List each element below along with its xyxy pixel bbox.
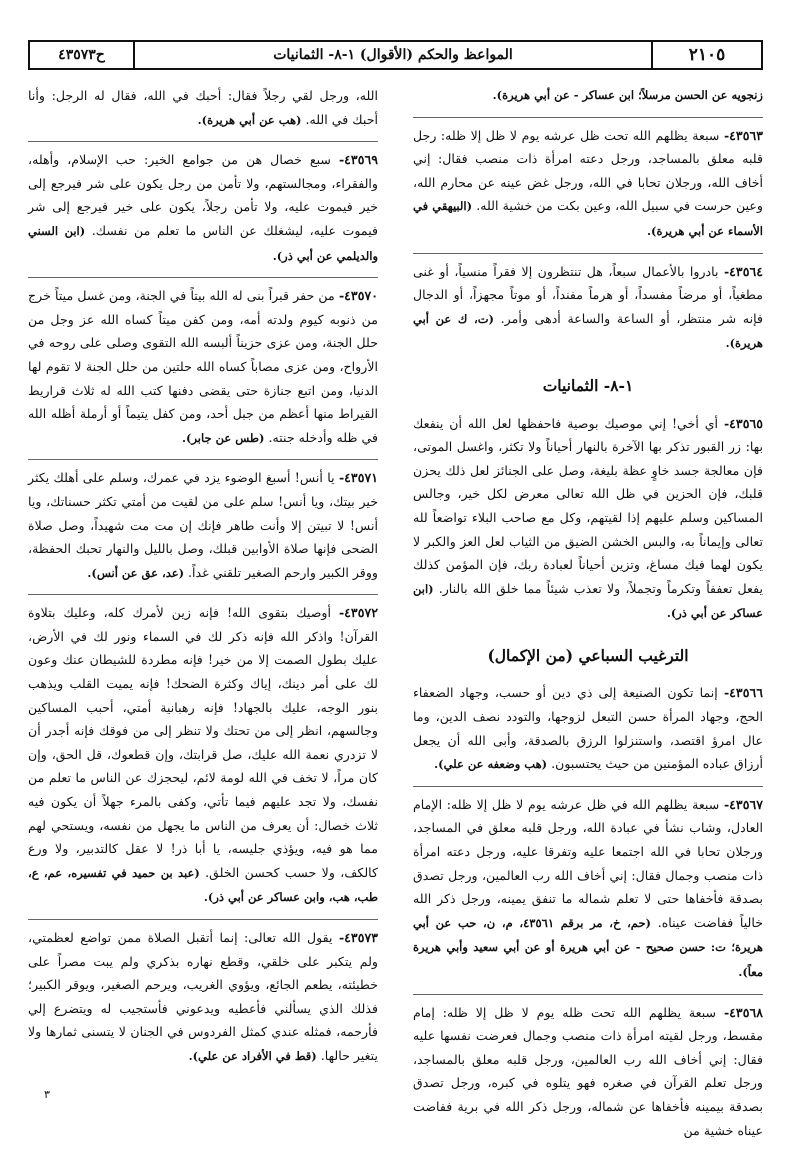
- hadith-source: (عبد بن حميد في تفسيره، عم، ع، طب، هب، وابن عساكر عن أبي ذر).: [28, 865, 378, 905]
- hadith-source: (طس عن جابر).: [182, 430, 265, 445]
- hadith-number: ٤٣٥٧١-: [338, 470, 378, 486]
- hadith-entry: [28, 459, 378, 585]
- continued-source: زنجويه عن الحسن مرسلاً؛ ابن عساكر - عن أبي هريرة).: [492, 88, 763, 102]
- hadith-range: ح٤٣٥٧٣: [30, 42, 135, 68]
- running-title: المواعظ والحكم (الأقوال) ١-٨- الثمانيات: [273, 47, 513, 63]
- hadith-entry: [413, 786, 763, 985]
- hadith-number: ٤٣٥٦٤-: [723, 263, 763, 279]
- right-column: [413, 84, 763, 1152]
- hadith-source: (ابن عساكر عن أبي ذر).: [413, 581, 763, 621]
- hadith-source: (ت، ك عن أبي هريرة).: [413, 311, 763, 351]
- section-heading: الترغيب السباعي (من الإكمال): [487, 645, 689, 665]
- hadith-entry: [28, 919, 378, 1069]
- page-header: [28, 40, 763, 70]
- hadith-text: سبع خصال هن من جوامع الخير: حب الإسلام، وأهله، والفقراء، ومجالستهم، ولا تأمن من رجل يكون على شر فيرجع إلى خير فيموت عليه، ولا تأمن رجلاً، يكون على خير فيرجع إلى شر فيموت عليه، ليشغلك عن الناس ما تعلم من نفسك.: [28, 152, 379, 238]
- hadith-entry: [28, 594, 378, 910]
- hadith-text: الله، ورجل لقي رجلاً فقال: أحبك في الله، فقال له الرجل: وأنا أحبك في الله.: [28, 88, 378, 127]
- hadith-text: بادروا بالأعمال سبعاً، هل تنتظرون إلا فقراً منسياً، أو غنى مطغياً، أو مرضاً مفسداً، أو هرماً مفنداً، أو موتاً مجهزاً، أو الدجال فإنه شر منتظر، أو الساعة والساعة أدهى وأمر.: [413, 263, 763, 326]
- hadith-source: (حم، خ، مر برقم ٤٣٥٦١، م، ن، حب عن أبي هريرة؛ ت: حسن صحيح - عن أبي هريرة أو عن أبي سعيد وأبي هريرة معاً).: [413, 915, 763, 979]
- document-page: [28, 40, 764, 1138]
- hadith-entry: [413, 253, 763, 356]
- hadith-text: أوصيك بتقوى الله! فإنه زين لأمرك كله، وعليك بتلاوة القرآن! واذكر الله فإنه ذكر لك في السماء ونور لك في الأرض، عليك بطول الصمت إلا من خير! فإنه مطردة للشيطان عنك وعون لك على أمر دينك، إياك وكثرة الضحك! فإنه يميت القلب ويذهب بنور الوجه، عليك بالجهاد! فإنه رهبانية أمتي، أحبب المساكين وجالسهم، انظر إلى من تحتك ولا تنظر إلى من فوقك فإنه أجدر أن لا تزدري نعمة الله عليك، صل قرابتك، وإن قطعوك، قل الحق، وإن كان مراً، لا تخف في الله لومة لائم، ليحجزك عن الناس ما تعلم من نفسك، ولا تجد عليهم فيما تأتي، وكفى بالمرء جهلاً أن يكون فيه ثلاث خصال: أن يعرف من الناس ما يجهل من نفسه، ويستحي لهم مما هو فيه، ويؤذي جليسه، يا أبا ذر! لا عقل كالتدبير، ولا ورع كالكف، ولا حسب كحسن الخلق.: [28, 605, 378, 880]
- hadith-source: (ابن السني والديلمي عن أبي ذر).: [28, 223, 378, 263]
- hadith-text: من حفر قبراً بنى له الله بيتاً في الجنة، ومن غسل ميتاً خرج من ذنوبه كيوم ولدته أمه، ومن كفن ميتاً كساه الله عز وجل من حلل الجنة، ومن عزى حزيناً ألبسه الله التقوى وصلى على روحه في الأرواح، ومن عزى مصاباً كساه الله حلتين من حلل الجنة لا تقوم لها الدنيا، ومن اتبع جنازة حتى يقضى دفنها كتب الله له ثلاث قراريط القيراط منها أعظم من جبل أحد، ومن كفل يتيماً أو أرملة أظله الله في ظله وأدخله جنته.: [28, 288, 378, 445]
- hadith-number: ٤٣٥٧٣-: [338, 930, 378, 945]
- hadith-number: ٤٣٥٦٨-: [723, 1004, 763, 1020]
- hadith-entry: [413, 117, 763, 244]
- hadith-text: سبعة يظلهم الله في ظل عرشه يوم لا ظل إلا ظله: الإمام العادل، وشاب نشأ في عبادة الله، ورجل قلبه معلق في المساجد، ورجلان تحابا في الله اجتمعا عليه وتفرقا عليه، ورجل دعته امرأة ذات منصب وجمال فقال: إني أخاف الله رب العالمين، ورجل تصدق بصدقة فأخفاها حتى لا تعلم شماله ما تنفق يمينه، ورجل ذكر الله خالياً ففاضت عيناه.: [413, 796, 764, 930]
- hadith-number: ٤٣٥٦٥-: [723, 415, 763, 431]
- hadith-number: ٤٣٥٦٩-: [338, 152, 378, 168]
- section-heading: ١-٨- الثمانيات: [542, 375, 634, 395]
- hadith-text: إنما تكون الصنيعة إلى ذي دين أو حسب، وجهاد الضعفاء الحج، وجهاد المرأة حسن التبعل لزوجها، والتودد نصف الدين، وما عال امرؤ اقتصد، واستنزلوا الرزق بالصدقة، وأبى الله أن يجعل أرزاق عباده المؤمنين من حيث يحتسبون.: [413, 685, 763, 772]
- hadith-number: ٤٣٥٦٧-: [723, 796, 763, 812]
- hadith-entry: [413, 412, 763, 626]
- hadith-text: أي أخي! إني موصيك بوصية فاحفظها لعل الله أن ينفعك بها: زر القبور تذكر بها الآخرة بالنهار أحياناً ولا تكثر، واغسل الموتى، فإن معالجة جسد خاوٍ عظة بليغة، وصل على الجنائز لعل ذلك يحزن قلبك، فإن الحزين في ظل الله تعالى معرض لكل خير، وجالس المساكين وسلم عليهم إذا لقيتهم، وكل مع صاحب البلاء تواضعاً لله تعالى وإيماناً به، والبس الخشن الضيق من الثياب لعل العز والكبر لا يكون لهما فيك مساغ، وتزين أحياناً لعبادة ربك، فإن المؤمن كذلك يفعل تعففاً وتكرماً وتجملاً، ولا تعذب شيئاً مما خلق الله بالنار.: [413, 415, 763, 596]
- corner-mark: ٣: [44, 1088, 50, 1101]
- hadith-entry: [28, 277, 378, 450]
- hadith-entry: [413, 994, 763, 1144]
- continued-hadith: [28, 84, 378, 132]
- hadith-source: (هب عن أبي هريرة).: [197, 112, 302, 127]
- hadith-number: ٤٣٥٧٠-: [338, 288, 378, 304]
- hadith-entry: [413, 681, 763, 776]
- left-column: [28, 84, 378, 1078]
- hadith-entry: [28, 141, 378, 268]
- hadith-text: يقول الله تعالى: إنما أتقبل الصلاة ممن تواضع لعظمتي، ولم يتكبر على خلقي، وقطع نهاره بذكري ولم يبت مصراً على خطيئته، يطعم الجائع، ويؤوي الغريب، ويرحم الصغير، ويوقر الكبير؛ فذلك الذي يسألني فأعطيه ويدعوني فأستجيب له ويتضرع إلي فأرحمه، فمثله عندي كمثل الفردوس في الجنان لا يتسنى ثمارها ولا يتغير حالها.: [28, 930, 378, 1063]
- hadith-number: ٤٣٥٧٢-: [338, 605, 378, 621]
- hadith-text: سبعة يظلهم الله تحت ظله يوم لا ظل إلا ظله: إمام مقسط، ورجل لقيته امرأة ذات منصب وجمال فعرضت نفسها عليه فقال: إني أخاف الله رب العالمين، ورجل قلبه معلق بالمساجد، ورجل تعلم القرآن في صغره فهو يتلوه في كبره، ورجل تصدق بصدقة بيمينه فأخفاها عن شماله، ورجل ذكر الله في برية ففاضت عيناه خشية من: [413, 1004, 763, 1138]
- hadith-source: (البيهقي في الأسماء عن أبي هريرة).: [413, 199, 763, 238]
- hadith-source: (هب وضعفه عن علي).: [434, 757, 548, 772]
- hadith-text: سبعة يظلهم الله تحت ظل عرشه يوم لا ظل إلا ظله: رجل قلبه معلق بالمساجد، ورجل دعته امرأة ذات منصب فقال: إني أخاف الله، ورجلان تحابا في الله، ورجل غض عينه عن محارم الله، وعين حرست في سبيل الله، وعين بكت من خشية الله.: [413, 127, 764, 214]
- page-number: ٢١٠٥: [651, 42, 761, 68]
- hadith-text: يا أنس! أسبغ الوضوء يزد في عمرك، وسلم على أهلك يكثر خير بيتك، ويا أنس! سلم على من لقيت من أمتي تكثر حسناتك، ويا أنس! لا تبيتن إلا وأنت طاهر فإنك إن مت مت شهيداً، وصل صلاة الضحى فإنها صلاة الأوابين قبلك، وصل بالليل والنهار تحبك الحفظة، ووقر الكبير وارحم الصغير تلقني غداً.: [28, 470, 378, 580]
- hadith-number: ٤٣٥٦٦-: [723, 685, 763, 701]
- hadith-number: ٤٣٥٦٣-: [723, 127, 763, 143]
- hadith-source: (قط في الأفراد عن علي).: [188, 1048, 317, 1063]
- hadith-source: (عد، عق عن أنس).: [87, 565, 185, 580]
